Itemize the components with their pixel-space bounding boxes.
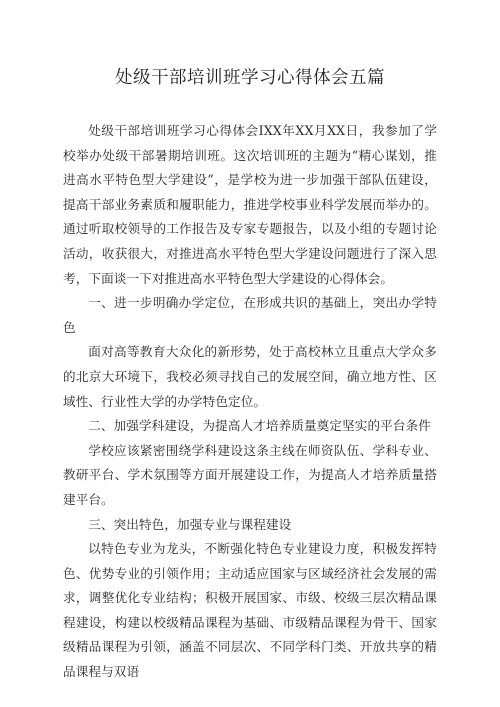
document-title: 处级干部培训班学习心得体会五篇 <box>115 68 385 88</box>
document-body <box>63 119 437 685</box>
section-paragraph-3: 以特色专业为龙头，不断强化特色专业建设力度，积极发挥特色、优势专业的引领作用；主动适应国家与区域经济社会发展的需求，调整优化专业结构；积极开展国家、市级、校级三层次精品课程建设，构建以校级精品课程为基础、市级精品课程为骨干、国家级精品课程为引领，涵盖不同层次、不同学科门类、开放共享的精品课程与双语 <box>63 541 437 680</box>
intro-paragraph: 处级干部培训班学习心得体会IXX年XX月XX日，我参加了学校举办处级干部暑期培训班。这次培训班的主题为“精心谋划，推进高水平特色型大学建设”，是学校为进一步加强干部队伍建设，提高干部业务素质和履职能力，推进学校事业科学发展而举办的。通过听取校领导的工作报告及专家专题报告，以及小组的专题讨论活动，收获很大，对推进高水平特色型大学建设问题进行了深入思考，下面谈一下对推进高水平特色型大学建设的心得体会。 <box>63 123 437 286</box>
section-paragraph-1: 面对高等教育大众化的新形势，处于高校林立且重点大学众多的北京大环境下，我校必须寻找自己的发展空间，确立地方性、区域性、行业性大学的办学特色定位。 <box>63 344 437 409</box>
section-heading-1: 一、进一步明确办学定位，在形成共识的基础上，突出办学特色 <box>63 295 437 335</box>
section-heading-2: 二、加强学科建设，为提高人才培养质量奠定坚实的平台条件 <box>88 418 431 434</box>
section-heading-3: 三、突出特色，加强专业与课程建设 <box>88 516 292 532</box>
section-paragraph-2: 学校应该紧密围绕学科建设这条主线在师资队伍、学科专业、教研平台、学术氛围等方面开展建设工作，为提高人才培养质量搭建平台。 <box>63 442 437 507</box>
